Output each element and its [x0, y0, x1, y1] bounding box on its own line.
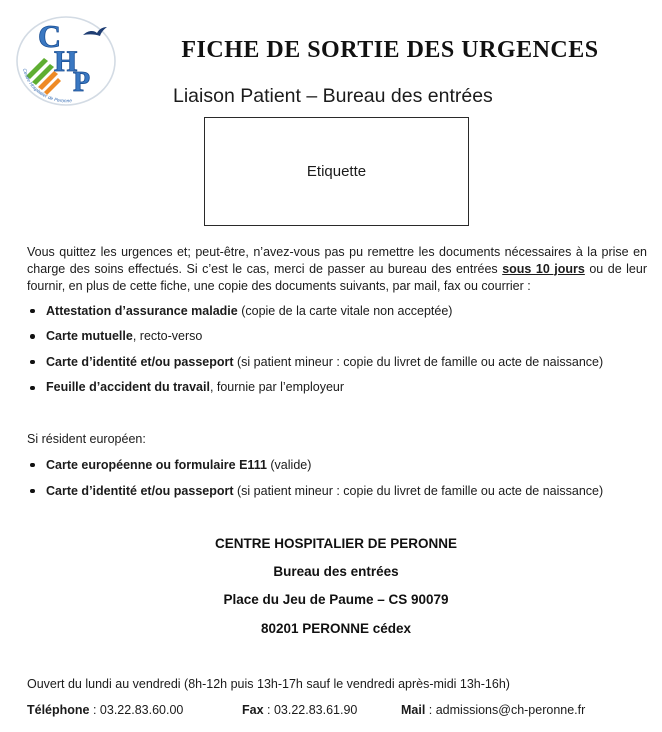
bullet-icon [30, 489, 35, 494]
bullet-icon [30, 463, 35, 468]
phone-contact [27, 702, 183, 719]
mail-label: Mail [401, 702, 426, 717]
address-line: Bureau des entrées [273, 564, 399, 580]
logo-letter-c: C [38, 18, 62, 54]
phone-label: Téléphone [27, 702, 90, 717]
mail-contact [401, 702, 585, 719]
intro-text: ou de leur [584, 261, 648, 276]
deadline-emphasis: sous 10 jours [502, 261, 585, 276]
fax-number: : 03.22.83.61.90 [263, 702, 358, 717]
bullet-icon [30, 309, 35, 314]
phone-number: : 03.22.83.60.00 [89, 702, 184, 717]
list-item [27, 483, 657, 509]
intro-line [27, 261, 647, 278]
bullet-icon [30, 360, 35, 365]
hospital-address [10, 530, 662, 643]
european-resident-heading: Si résident européen: [27, 431, 146, 446]
document-name: Feuille d’accident du travail [46, 380, 210, 395]
intro-line: Vous quittez les urgences et; peut-être, n’avez-vous pas pu remettre les documents nécessaires à la prise en [27, 244, 647, 259]
page-subtitle: Liaison Patient – Bureau des entrées [173, 85, 493, 107]
logo-ring-text-path: Centre Hospitalier de Peronne [21, 68, 73, 105]
document-detail: (si patient mineur : copie du livret de famille ou acte de naissance) [233, 354, 604, 369]
document-name: Carte d’identité et/ou passeport [46, 354, 234, 369]
european-documents-list [27, 457, 657, 509]
address-line: 80201 PERONNE cédex [260, 620, 412, 636]
fax-contact [242, 702, 357, 719]
required-documents-list [27, 303, 657, 405]
document-detail: (copie de la carte vitale non acceptée) [237, 303, 453, 318]
document-detail: , recto-verso [132, 329, 203, 344]
logo-letter-h: H [54, 45, 78, 78]
intro-line: fournir, en plus de cette fiche, une copie des documents suivants, par mail, fax ou courrier : [27, 278, 531, 293]
intro-text: charge des soins effectués. Si c’est le cas, merci de passer au bureau des entrées [27, 261, 503, 276]
address-line: CENTRE HOSPITALIER DE PERONNE [214, 535, 458, 551]
list-item [27, 379, 657, 405]
document-detail: (valide) [266, 457, 312, 472]
list-item [27, 457, 657, 483]
document-detail: (si patient mineur : copie du livret de famille ou acte de naissance) [233, 483, 604, 498]
document-detail: , fournie par l’employeur [209, 380, 345, 395]
intro-paragraph [27, 244, 647, 295]
mail-address: : admissions@ch-peronne.fr [425, 702, 586, 717]
logo-letter-p: P [73, 67, 91, 98]
label-box-text: Etiquette [306, 163, 367, 180]
document-name: Attestation d’assurance maladie [46, 303, 238, 318]
bullet-icon [30, 386, 35, 391]
page-title: FICHE DE SORTIE DES URGENCES [181, 37, 599, 63]
document-name: Carte d’identité et/ou passeport [46, 483, 234, 498]
document-name: Carte européenne ou formulaire E111 [46, 457, 267, 472]
bullet-icon [30, 334, 35, 339]
fax-label: Fax [242, 702, 264, 717]
list-item [27, 303, 657, 329]
address-line: Place du Jeu de Paume – CS 90079 [223, 592, 449, 608]
list-item [27, 354, 657, 380]
document-name: Carte mutuelle [46, 329, 133, 344]
patient-label-box [204, 117, 469, 226]
hospital-logo [14, 14, 118, 108]
opening-hours: Ouvert du lundi au vendredi (8h-12h puis 13h-17h sauf le vendredi après-midi 13h-16h) [27, 676, 510, 691]
list-item [27, 328, 657, 354]
